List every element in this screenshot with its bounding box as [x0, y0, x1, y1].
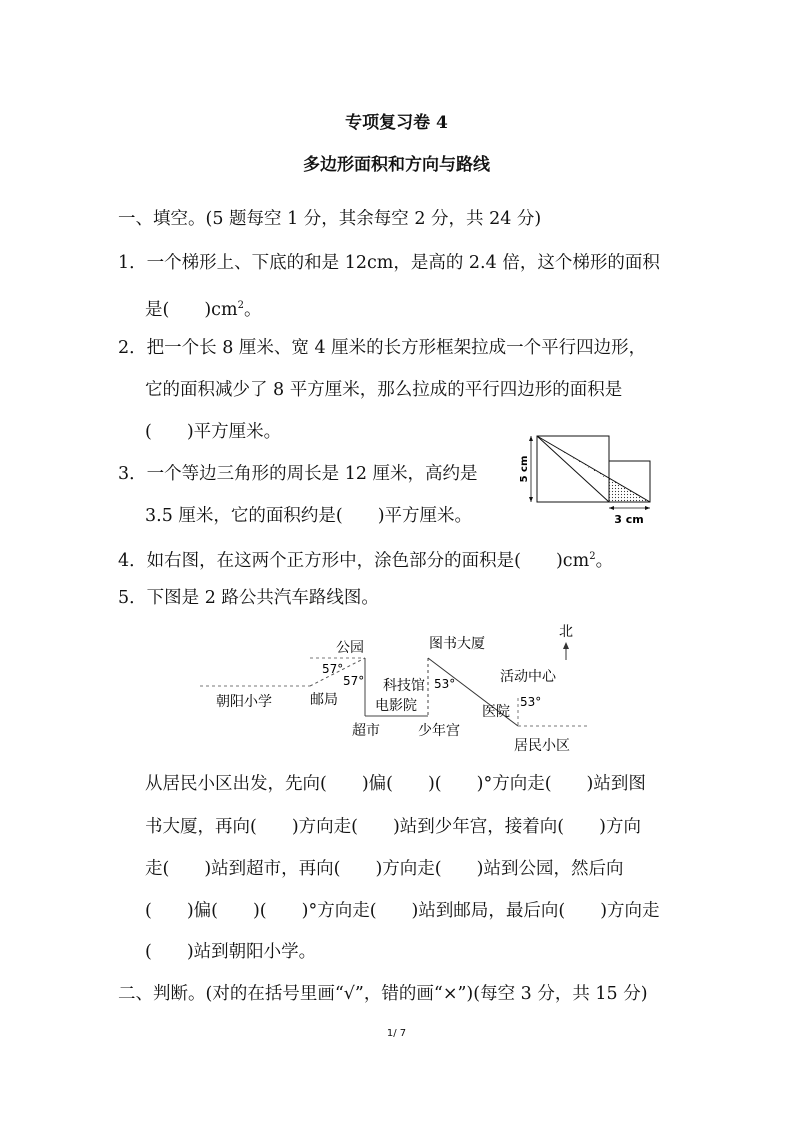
label-park: 公园	[336, 640, 364, 656]
q4-end: 。	[595, 550, 614, 571]
label-north: 北	[559, 624, 573, 640]
section1-heading: 一、填空。(5 题每空 1 分，其余每空 2 分，共 24 分)	[118, 209, 542, 229]
q1-sup: 2	[237, 300, 244, 311]
q2-line1: 2．把一个长 8 厘米、宽 4 厘米的长方形框架拉成一个平行四边形，	[118, 338, 647, 358]
q2-line3: ( )平方厘米。	[145, 422, 282, 442]
q5-text-3: 走( )站到超市，再向( )方向走( )站到公园，然后向	[145, 859, 624, 879]
page-title: 专项复习卷 4	[345, 113, 448, 133]
q1-line2-end: 。	[243, 299, 262, 320]
q2-line2: 它的面积减少了 8 平方厘米，那么拉成的平行四边形的面积是	[145, 380, 623, 400]
q5-text-1: 从居民小区出发，先向( )偏( )( )°方向走( )站到图	[145, 774, 646, 794]
q5-line1: 5．下图是 2 路公共汽车路线图。	[118, 588, 379, 608]
label-angle2: 57°	[343, 674, 365, 688]
q1-line2	[145, 294, 261, 322]
q3-line1: 3．一个等边三角形的周长是 12 厘米，高约是	[118, 464, 478, 484]
q4-sup: 2	[589, 551, 596, 562]
label-angle3: 53°	[434, 677, 456, 691]
label-width: 3 cm	[614, 513, 644, 526]
label-youth: 少年宫	[418, 723, 460, 739]
q5-text-5: ( )站到朝阳小学。	[145, 942, 317, 962]
q4-text: 4．如右图，在这两个正方形中，涂色部分的面积是( )cm	[118, 550, 590, 571]
label-school: 朝阳小学	[216, 694, 272, 710]
label-height: 5 cm	[519, 455, 530, 483]
page-number: 1/ 7	[386, 1028, 407, 1039]
label-post: 邮局	[310, 692, 338, 708]
label-hospital: 医院	[482, 704, 510, 720]
q4-line	[118, 545, 613, 573]
q1-line2-text: 是( )cm	[145, 299, 238, 320]
label-angle4: 53°	[520, 695, 542, 709]
section2-heading: 二、判断。(对的在括号里画“√”，错的画“×”)(每空 3 分，共 15 分)	[118, 984, 648, 1004]
label-angle1: 57°	[322, 662, 344, 676]
label-tech: 科技馆	[383, 678, 425, 694]
label-library: 图书大厦	[429, 636, 485, 652]
q1-line1: 1．一个梯形上、下底的和是 12cm，是高的 2.4 倍，这个梯形的面积	[118, 253, 660, 273]
page-subtitle: 多边形面积和方向与路线	[303, 155, 490, 175]
squares-figure	[515, 430, 655, 530]
bus-route-map	[200, 618, 620, 768]
q5-text-2: 书大厦，再向( )方向走( )站到少年宫，接着向( )方向	[145, 817, 641, 837]
q5-text-4: ( )偏( )( )°方向走( )站到邮局，最后向( )方向走	[145, 901, 660, 921]
label-cinema: 电影院	[375, 698, 417, 714]
label-residence: 居民小区	[514, 738, 570, 754]
q3-line2: 3.5 厘米，它的面积约是( )平方厘米。	[145, 506, 473, 526]
label-activity: 活动中心	[500, 669, 556, 685]
label-supermarket: 超市	[352, 723, 380, 739]
